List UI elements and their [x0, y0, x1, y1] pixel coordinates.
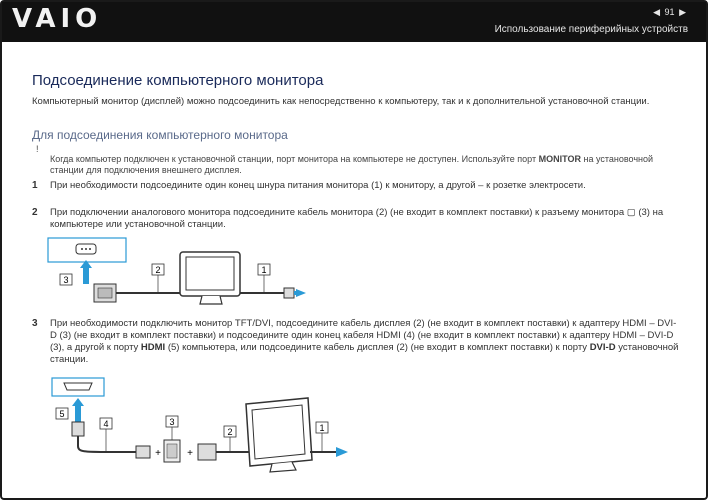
step-3-text [50, 318, 680, 366]
step-1-number: 1 [32, 180, 38, 191]
callout-4-label: 4 [103, 419, 109, 429]
callout-1-label: 1 [319, 423, 325, 433]
step-3-text-part1: При необходимости подключить монитор TFT/DVI, подсоедините кабель дисплея (2) (не входит в комплект поставки) к адаптеру HDMI – DVI-D (3) (не входит в комплект поставки) и подсоедините один конец кабеля HDMI (4) (не входит в комплект поставки) к адаптеру HDMI – DVI-D (3), а другой к порту [50, 318, 677, 353]
connect-arrow-icon [75, 404, 81, 422]
note-monitor-port: MONITOR [538, 154, 581, 164]
note-text [50, 154, 685, 176]
previous-page-icon[interactable]: ◀ [653, 7, 661, 17]
callout-5-label: 5 [59, 409, 65, 419]
dvi-connector-icon [198, 444, 216, 460]
callout-3-label: 3 [169, 417, 175, 427]
hdmi-plug-icon [72, 422, 84, 436]
note-warning-icon: ! [36, 144, 39, 154]
callout-3-label: 3 [63, 275, 69, 285]
step-3-text-part2: (5) компьютера, или подсоедините кабель дисплея (2) (не входит в комплект поставки) к порту [165, 342, 590, 353]
dvi-monitor-diagram [40, 374, 360, 478]
page-navigation [651, 7, 688, 18]
callout-1-label: 1 [261, 265, 267, 275]
note-text-part2: на установочной станции для подключения внешнего дисплея. [50, 154, 654, 175]
hdmi-port-icon [64, 383, 92, 390]
step-2-number: 2 [32, 207, 38, 218]
step-3-text-part3: установочной станции. [50, 342, 679, 365]
step-2-text: При подключении аналогового монитора подсоедините кабель монитора (2) (не входит в комплект поставки) к разъему монитора ▢ (3) на компьютере или установочной станции. [50, 207, 664, 230]
next-page-icon[interactable]: ▶ [679, 7, 686, 17]
procedure-subtitle: Для подсоединения компьютерного монитора [32, 128, 288, 142]
note-text-part1: Когда компьютер подключен к установочной станции, порт монитора на компьютере не доступен. Используйте порт [50, 154, 539, 164]
plus-sign-2: + [187, 448, 193, 459]
callout-2-label: 2 [155, 265, 161, 275]
page-header [2, 2, 706, 42]
dvi-d-port-label: DVI-D [589, 342, 616, 353]
callout-2-label: 2 [227, 427, 233, 437]
step-1-text: При необходимости подсоедините один конец шнура питания монитора (1) к монитору, а другой – к розетке электросети. [50, 180, 586, 191]
connect-arrow-icon [83, 266, 89, 284]
power-arrow-icon [336, 447, 348, 457]
intro-paragraph: Компьютерный монитор (дисплей) можно подсоединить как непосредственно к компьютеру, так и к дополнительной установочной станции. [32, 96, 650, 107]
plus-sign-1: + [155, 448, 161, 459]
hdmi-port-label: HDMI [140, 342, 166, 353]
vaio-logo: VAIO [12, 4, 103, 34]
analog-monitor-diagram [40, 236, 340, 312]
page-title: Подсоединение компьютерного монитора [32, 72, 324, 89]
step-3-number: 3 [32, 318, 38, 329]
section-title: Использование периферийных устройств [494, 24, 688, 35]
page-number: 91 [664, 7, 675, 17]
